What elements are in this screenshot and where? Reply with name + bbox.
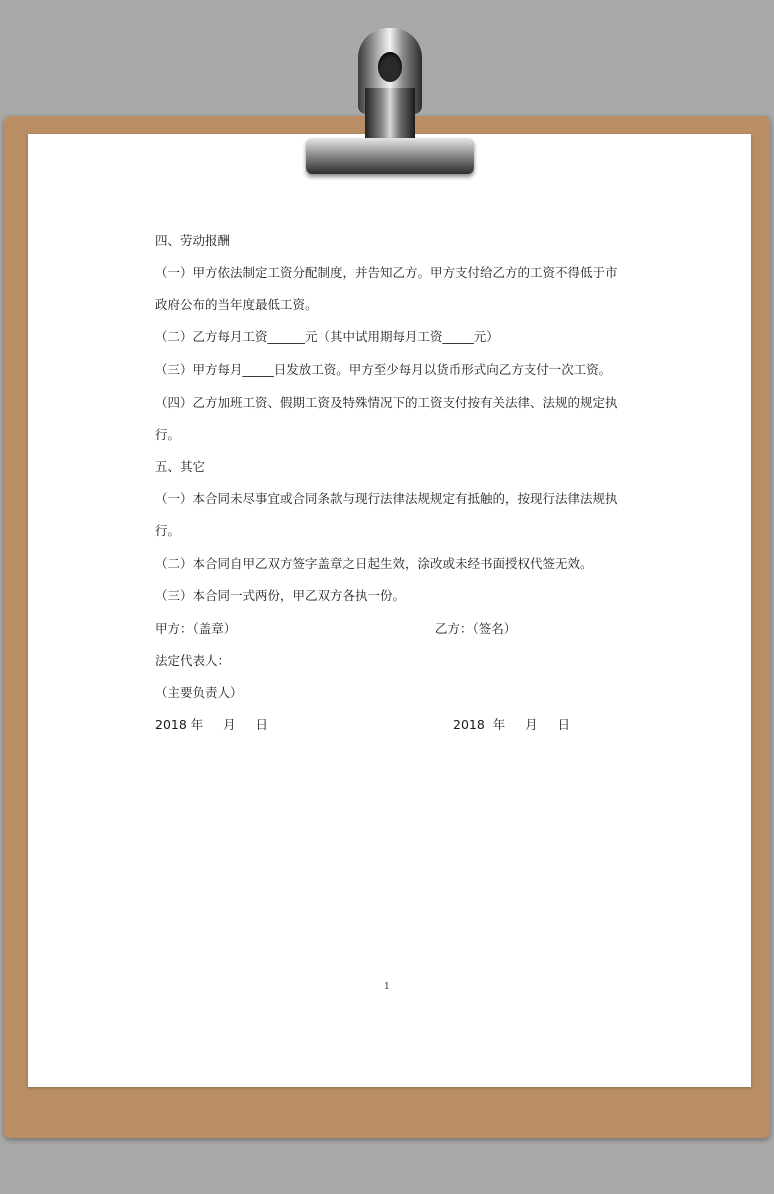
clip-bar-icon (306, 138, 474, 174)
date-party-a: 2018 年 月 日 (155, 717, 269, 732)
legal-representative-label: 法定代表人： (155, 653, 231, 668)
paragraph-line: 行。 (155, 427, 181, 442)
section-heading-other: 五、其它 (155, 459, 206, 474)
clip-neck-icon (365, 88, 415, 140)
party-a-label: 甲方：（盖章） (155, 621, 237, 636)
page-number: 1 (384, 982, 390, 992)
paragraph-line: （二）乙方每月工资______元（其中试用期每月工资_____元） (155, 329, 499, 344)
party-b-label: 乙方：（签名） (435, 621, 517, 636)
paragraph-line: （三）本合同一式两份，甲乙双方各执一份。 (155, 588, 406, 603)
paragraph-line: （二）本合同自甲乙双方签字盖章之日起生效，涂改或未经书面授权代签无效。 (155, 556, 593, 571)
clip-hole-icon (378, 52, 402, 82)
paragraph-line: （一）甲方依法制定工资分配制度，并告知乙方。甲方支付给乙方的工资不得低于市 (155, 265, 618, 280)
paragraph-line: （一）本合同未尽事宜或合同条款与现行法律法规规定有抵触的，按现行法律法规执 (155, 491, 618, 506)
date-party-b: 2018 年 月 日 (453, 717, 570, 732)
principal-label: （主要负责人） (155, 685, 243, 700)
paragraph-line: （三）甲方每月_____日发放工资。甲方至少每月以货币形式向乙方支付一次工资。 (155, 362, 612, 377)
section-heading-remuneration: 四、劳动报酬 (155, 233, 231, 248)
paragraph-line: （四）乙方加班工资、假期工资及特殊情况下的工资支付按有关法律、法规的规定执 (155, 395, 618, 410)
paragraph-line: 政府公布的当年度最低工资。 (155, 297, 318, 312)
paragraph-line: 行。 (155, 523, 181, 538)
